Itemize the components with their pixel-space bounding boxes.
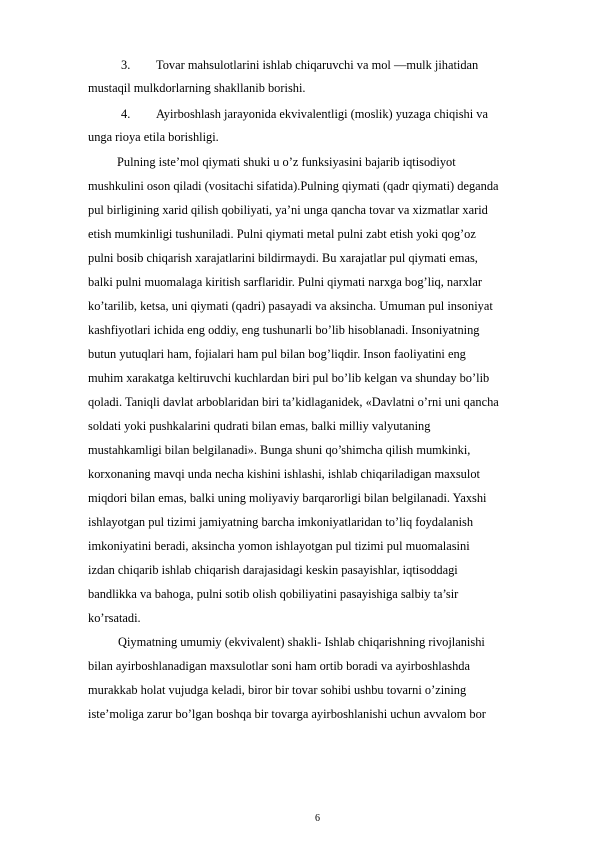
page-number: 6 xyxy=(315,813,320,824)
paragraph-line: izdan chiqarib ishlab chiqarish darajasidagi keskin pasayishlar, iqtisoddagi xyxy=(88,563,458,577)
paragraph-line: pul birligining xarid qilish qobiliyati, ya’ni unga qancha tovar va xizmatlar xarid xyxy=(88,203,488,217)
list-item-number: 4. xyxy=(121,107,131,121)
paragraph-line: soldati yoki pushkalarini qudrati bilan emas, balki milliy valyutaning xyxy=(88,419,431,433)
paragraph-line: Pulning iste’mol qiymati shuki u o’z funksiyasini bajarib iqtisodiyot xyxy=(117,155,456,169)
paragraph-line: miqdori bilan emas, balki uning moliyaviy barqarorligi bilan belgilanadi. Yaxshi xyxy=(88,491,487,505)
paragraph-line: kashfiyotlari ichida eng oddiy, eng tushunarli bo’lib hisoblanadi. Insoniyatning xyxy=(88,323,480,337)
list-item-text: Ayirboshlash jarayonida ekvivalentligi (moslik) yuzaga chiqishi va xyxy=(156,107,488,121)
paragraph-line: mustahkamligi bilan belgilanadi». Bunga shuni qo’shimcha qilish mumkinki, xyxy=(88,443,471,457)
paragraph-line: imkoniyatini beradi, aksincha yomon ishlayotgan pul tizimi pul muomalasini xyxy=(88,539,470,553)
paragraph-line: balki pulni muomalaga kiritish sarflaridir. Pulni qiymati narxga bog’liq, narxlar xyxy=(88,275,483,289)
list-item-continuation: mustaqil mulkdorlarning shakllanib borishi. xyxy=(88,81,306,95)
paragraph-line: iste’moliga zarur bo’lgan boshqa bir tovarga ayirboshlanishi uchun avvalom bor xyxy=(88,707,486,721)
paragraph-line: etish mumkinligi tushuniladi. Pulni qiymati metal pulni zabt etish yoki qog’oz xyxy=(88,227,476,241)
paragraph-line: Qiymatning umumiy (ekvivalent) shakli- Ishlab chiqarishning rivojlanishi xyxy=(118,635,485,649)
paragraph-line: ko’rsatadi. xyxy=(88,611,141,625)
paragraph-line: korxonaning mavqi unda necha kishini ishlashi, ishlab chiqariladigan maxsulot xyxy=(88,467,480,481)
paragraph-line: qoladi. Taniqli davlat arboblaridan biri ta’kidlaganidek, «Davlatni o’rni uni qancha xyxy=(88,395,499,409)
paragraph-line: ko’tarilib, ketsa, uni qiymati (qadri) pasayadi va aksincha. Umuman pul insoniyat xyxy=(88,299,493,313)
paragraph-line: bilan ayirboshlanadigan maxsulotlar soni ham ortib boradi va ayirboshlashda xyxy=(88,659,470,673)
paragraph-line: pulni bosib chiqarish xarajatlarini bildirmaydi. Bu xarajatlar pul qiymati emas, xyxy=(88,251,478,265)
paragraph-line: murakkab holat vujudga keladi, biror bir tovar sohibi ushbu tovarni o’zining xyxy=(88,683,467,697)
list-item-text: Tovar mahsulotlarini ishlab chiqaruvchi va mol —mulk jihatidan xyxy=(156,58,479,72)
list-item-continuation: unga rioya etila borishligi. xyxy=(88,130,219,144)
paragraph-line: muhim xarakatga keltiruvchi kuchlardan biri pul bo’lib kelgan va shunday bo’lib xyxy=(88,371,490,385)
paragraph-line: mushkulini oson qiladi (vositachi sifatida).Pulning qiymati (qadr qiymati) deganda xyxy=(88,179,499,193)
paragraph-line: ishlayotgan pul tizimi jamiyatning barcha imkoniyatlaridan to’liq foydalanish xyxy=(88,515,474,529)
paragraph-line: bandlikka va bahoga, pulni sotib olish qobiliyatini pasayishiga salbiy ta’sir xyxy=(88,587,459,601)
paragraph-line: butun yutuqlari ham, fojialari ham pul bilan bog’liqdir. Inson faoliyatini eng xyxy=(88,347,466,361)
list-item-number: 3. xyxy=(121,58,131,72)
